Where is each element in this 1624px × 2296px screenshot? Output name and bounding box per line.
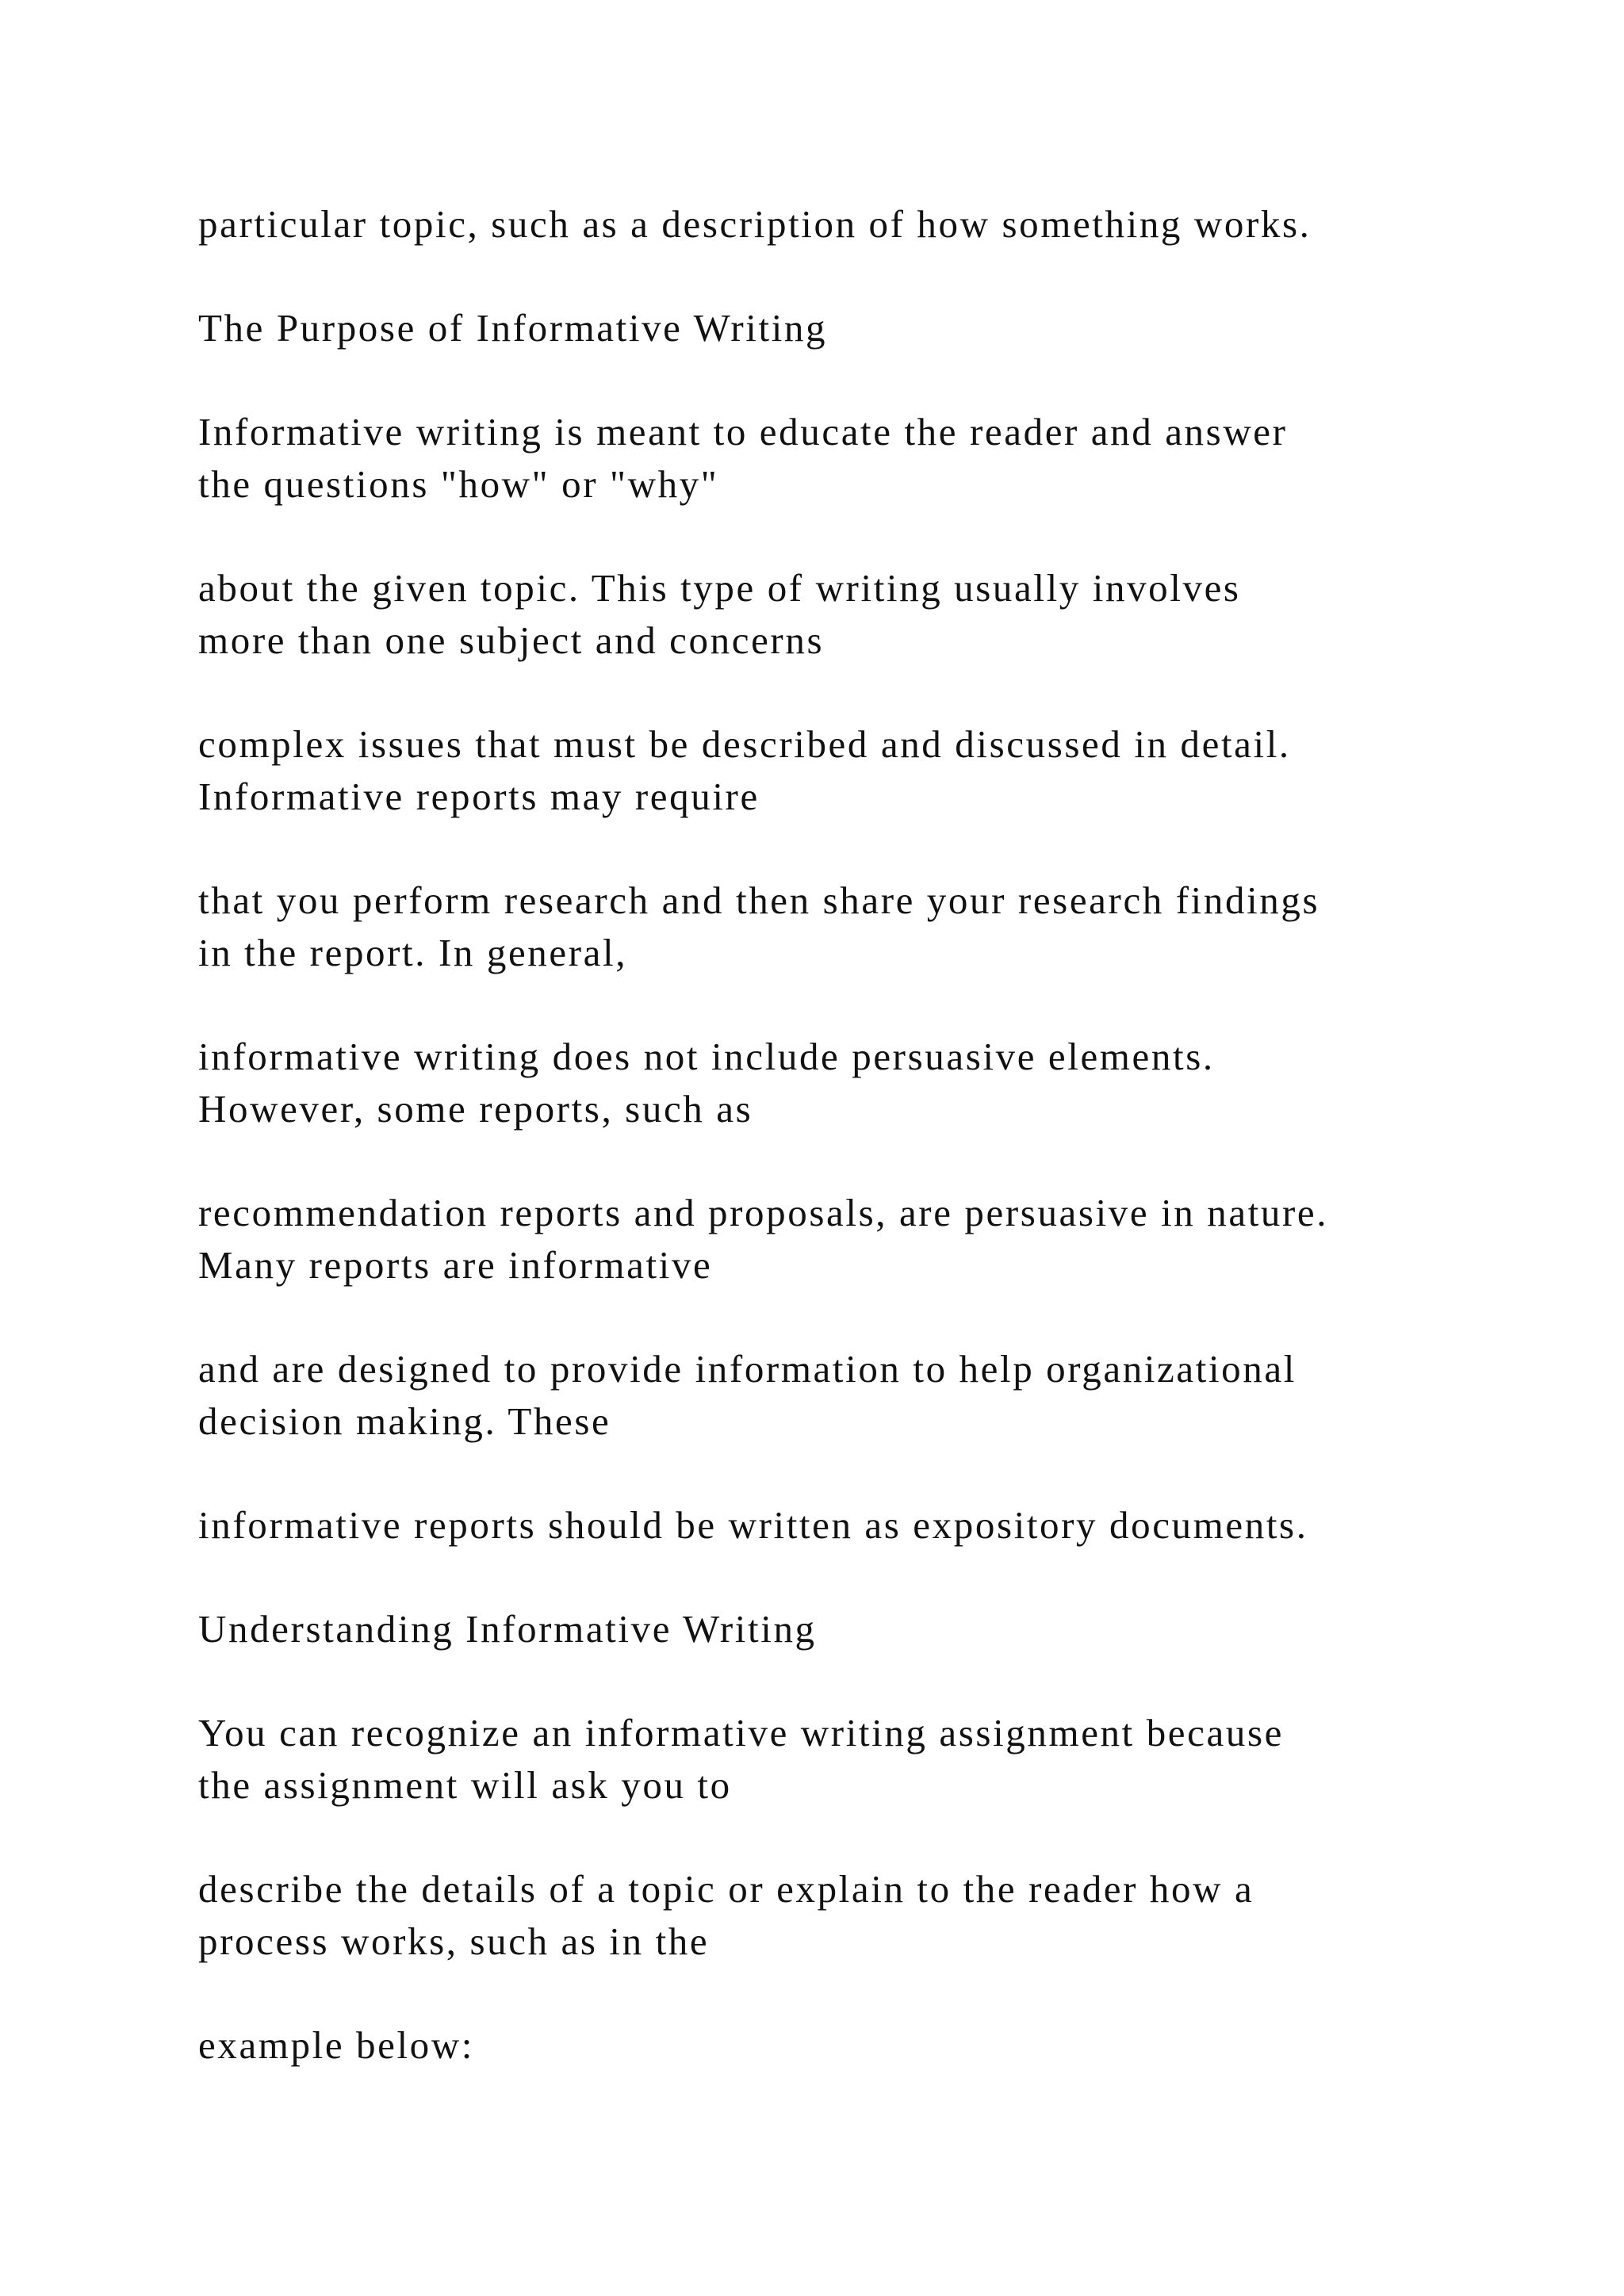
- section-heading: Understanding Informative Writing: [198, 1607, 817, 1651]
- body-text-line: process works, such as in the: [198, 1919, 710, 1963]
- body-text-line: decision making. These: [198, 1399, 611, 1443]
- body-text-line: more than one subject and concerns: [198, 618, 825, 662]
- section-heading: The Purpose of Informative Writing: [198, 306, 828, 350]
- body-text-line: informative writing does not include persuasive elements.: [198, 1035, 1215, 1078]
- body-text-line: Informative reports may require: [198, 775, 760, 818]
- body-text-line: example below:: [198, 2023, 474, 2067]
- body-text-line: the questions "how" or "why": [198, 462, 719, 506]
- body-text-line: Informative writing is meant to educate the reader and answer: [198, 410, 1288, 453]
- body-text-line: informative reports should be written as expository documents.: [198, 1503, 1308, 1547]
- body-text-line: complex issues that must be described and discussed in detail.: [198, 722, 1291, 766]
- body-text-line: the assignment will ask you to: [198, 1763, 732, 1807]
- body-text-line: However, some reports, such as: [198, 1087, 753, 1131]
- body-text-line: that you perform research and then share your research findings: [198, 878, 1320, 922]
- body-text-line: describe the details of a topic or explain to the reader how a: [198, 1867, 1254, 1911]
- body-text-line: You can recognize an informative writing assignment because: [198, 1711, 1284, 1755]
- body-text-line: particular topic, such as a description of how something works.: [198, 202, 1312, 246]
- body-text-line: in the report. In general,: [198, 931, 628, 974]
- body-text-line: about the given topic. This type of writing usually involves: [198, 566, 1241, 610]
- body-text-line: recommendation reports and proposals, are persuasive in nature.: [198, 1191, 1329, 1234]
- body-text-line: Many reports are informative: [198, 1243, 713, 1287]
- body-text-line: and are designed to provide information to help organizational: [198, 1347, 1297, 1391]
